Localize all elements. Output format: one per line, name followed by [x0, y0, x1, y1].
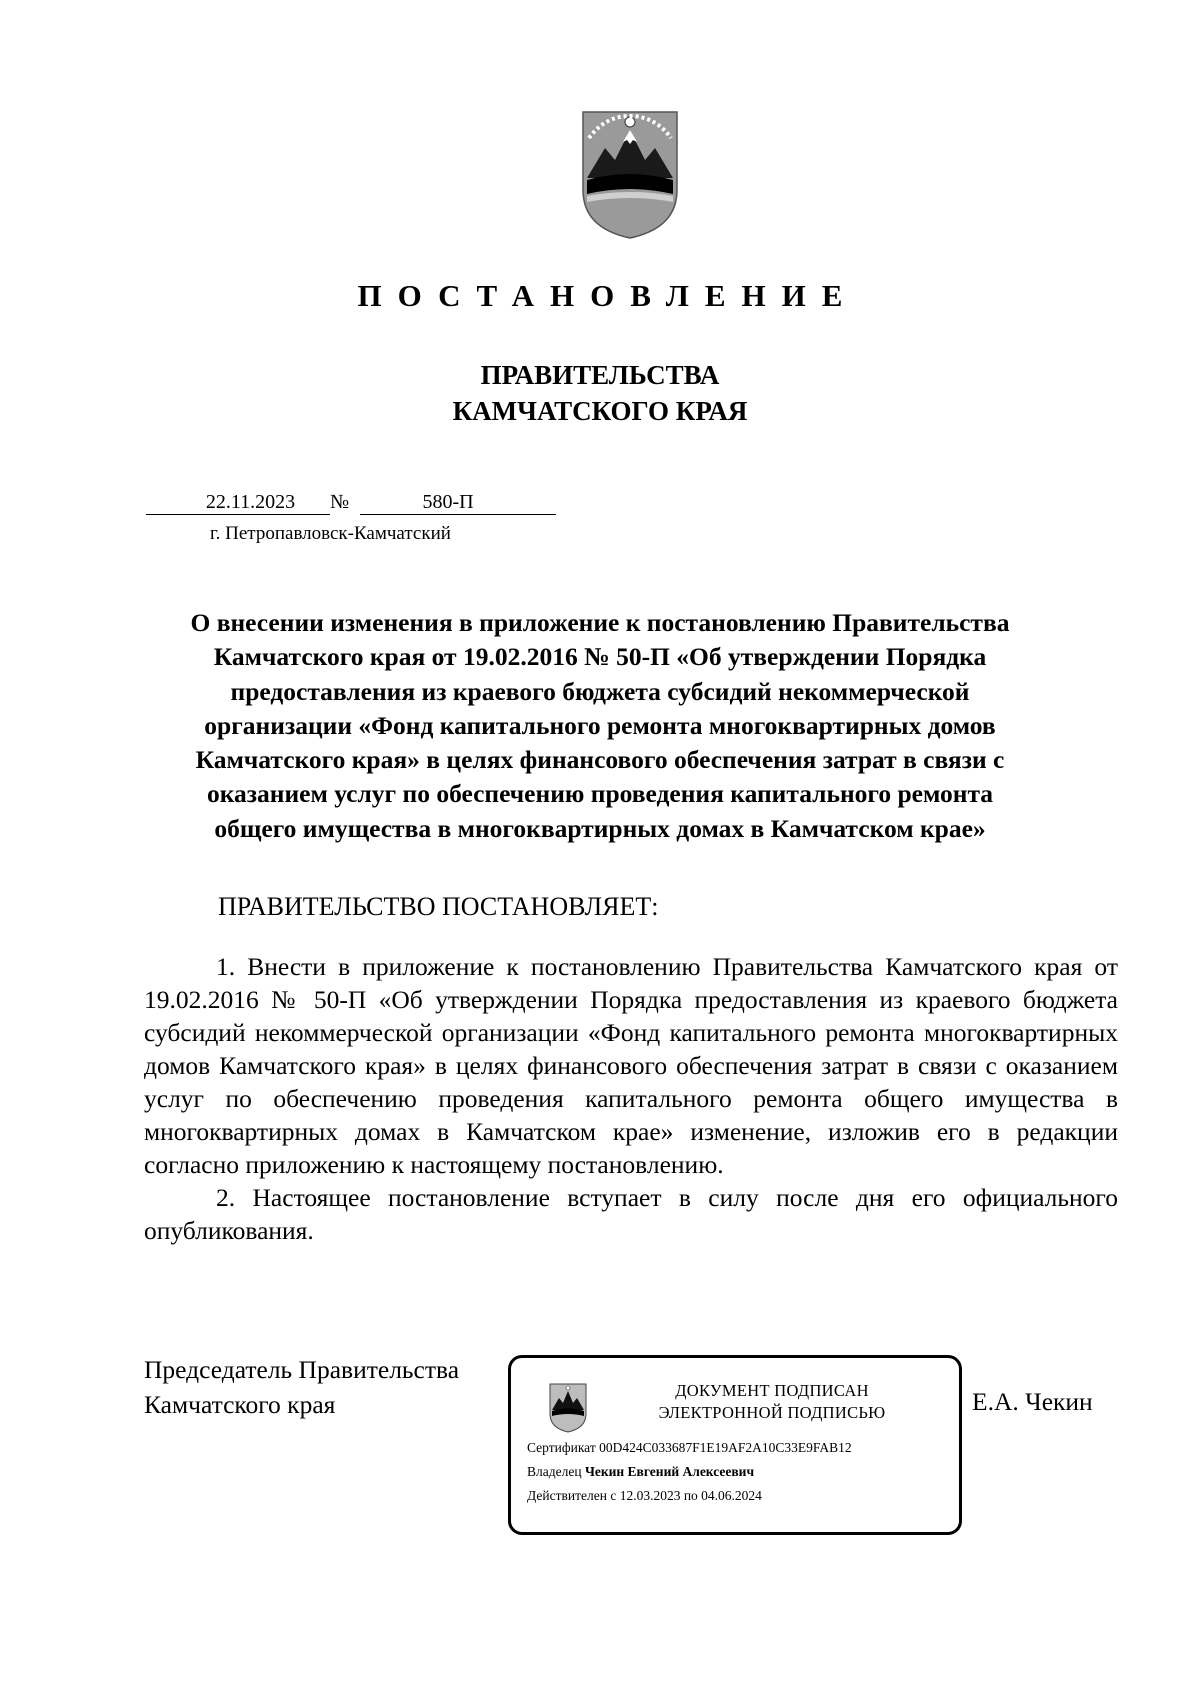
subject-line: оказанием услуг по обеспечению проведения капитального ремонта [206, 779, 994, 809]
valid-from: 12.03.2023 [619, 1488, 681, 1503]
stamp-title [607, 1380, 937, 1424]
resolution-heading: ПРАВИТЕЛЬСТВО ПОСТАНОВЛЯЕТ: [218, 892, 659, 921]
issuer-line: ПРАВИТЕЛЬСТВА [480, 360, 720, 390]
subject-line: предоставления из краевого бюджета субсидий некоммерческой [230, 676, 970, 706]
resolution-body [144, 950, 1118, 1247]
signer-name: Е.А. Чекин [972, 1387, 1093, 1416]
kamchatka-coat-of-arms-icon [547, 1382, 589, 1434]
subject-line: Камчатского края» в целях финансового обеспечения затрат в связи с [195, 745, 1005, 775]
date-underline [146, 514, 330, 515]
owner-value: Чекин Евгений Алексеевич [584, 1464, 755, 1479]
owner-label: Владелец [527, 1464, 582, 1479]
subject-line: Камчатского края от 19.02.2016 № 50-П «Об утверждении Порядка [213, 642, 987, 672]
resolution-paragraph: 1. Внести в приложение к постановлению Правительства Камчатского края от 19.02.2016 № 50-П «Об утверждении Порядка предоставления из краевого бюджета субсидий некоммерческой организации «Фонд капитального ремонта многоквартирных домов Камчатского края» в целях финансового обеспечения затрат в связи с оказанием услуг по обеспечению проведения капитального ремонта общего имущества в многоквартирных домах в Камчатском крае» изменение, изложив его в редакции согласно приложению к настоящему постановлению. [144, 952, 1118, 1179]
signer-position-line: Председатель Правительства [144, 1355, 460, 1384]
kamchatka-coat-of-arms-icon [575, 108, 685, 240]
city: г. Петропавловск-Камчатский [210, 523, 451, 544]
valid-to: 04.06.2024 [701, 1488, 762, 1503]
document-date: 22.11.2023 [205, 491, 296, 513]
electronic-signature-stamp [508, 1355, 962, 1535]
subject-line: общего имущества в многоквартирных домах в Камчатском крае» [214, 813, 986, 843]
certificate-label: Сертификат [527, 1440, 596, 1455]
stamp-validity-row [527, 1488, 762, 1504]
stamp-owner-row [527, 1464, 754, 1480]
document-subject [148, 606, 1052, 846]
valid-to-label: по [683, 1488, 698, 1503]
certificate-value: 00D424C033687F1E19AF2A10C33E9FAB12 [599, 1440, 852, 1455]
document-number: 580-П [360, 491, 556, 515]
document-type-title: ПОСТАНОВЛЕНИЕ [357, 278, 859, 313]
valid-label: Действителен [527, 1488, 607, 1503]
subject-line: О внесении изменения в приложение к постановлению Правительства [190, 608, 1010, 637]
resolution-paragraph: 2. Настоящее постановление вступает в силу после дня его официального опубликования. [144, 1183, 1118, 1245]
stamp-title-line: ЭЛЕКТРОННОЙ ПОДПИСЬЮ [658, 1403, 886, 1422]
number-sign: № [330, 491, 350, 513]
registration-line [146, 491, 556, 521]
stamp-certificate-row [527, 1440, 852, 1456]
signer-position-line: Камчатского края [144, 1390, 336, 1419]
valid-from-label: с [610, 1488, 617, 1503]
issuer [0, 357, 1200, 429]
signer-position [144, 1352, 459, 1422]
stamp-title-line: ДОКУМЕНТ ПОДПИСАН [675, 1381, 869, 1400]
issuer-line: КАМЧАТСКОГО КРАЯ [452, 396, 748, 426]
subject-line: организации «Фонд капитального ремонта многоквартирных домов [204, 710, 996, 740]
